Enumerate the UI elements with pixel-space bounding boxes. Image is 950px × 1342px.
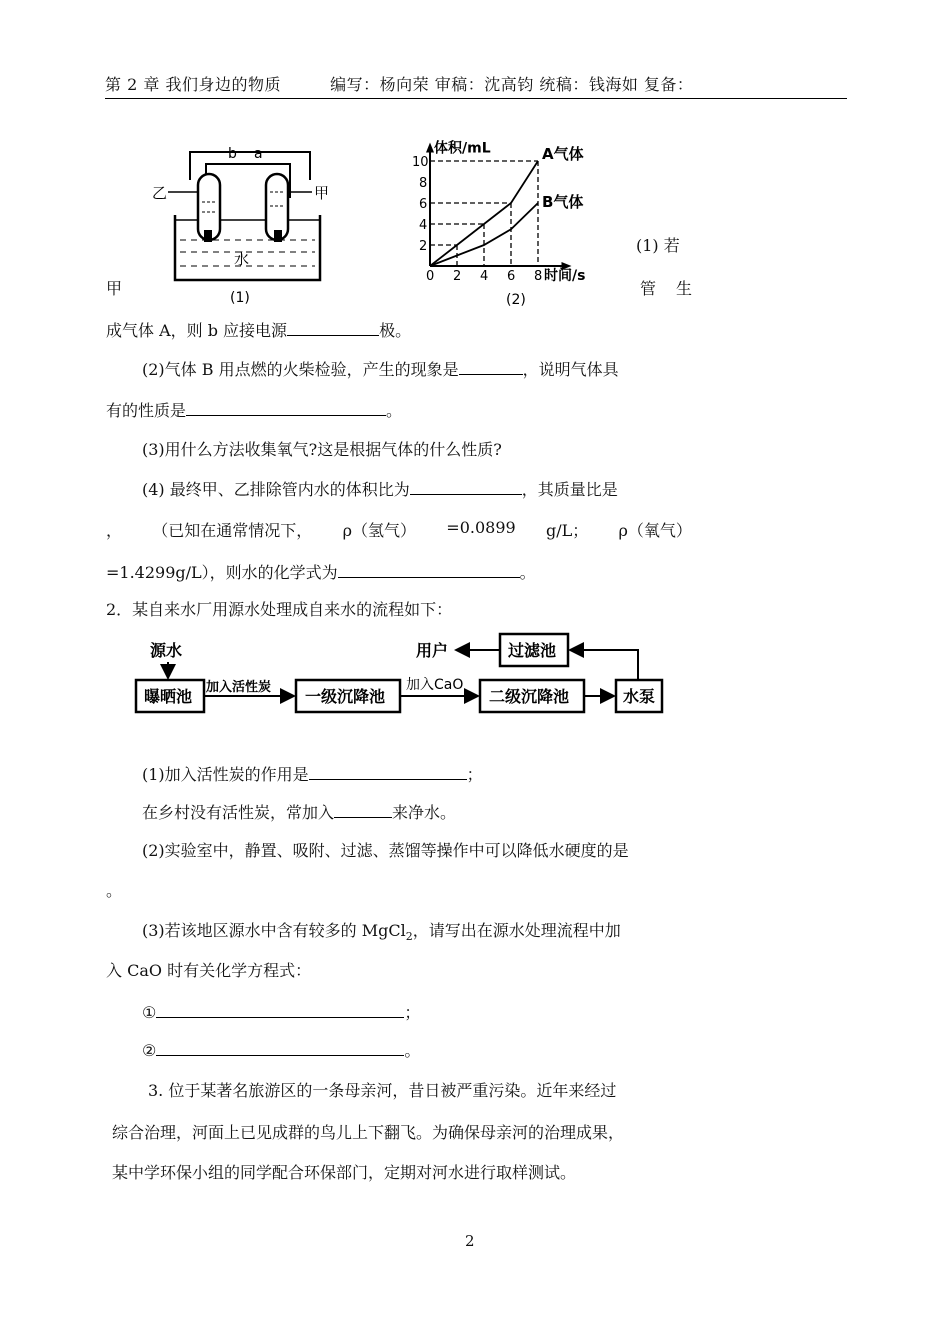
q1-p4-line3-text: =1.4299g/L），则水的化学式为 xyxy=(106,563,338,582)
q1-p4 xyxy=(142,477,618,500)
q1-p4-line2-part: g/L； xyxy=(545,521,589,540)
y-axis-label: 体积/mL xyxy=(434,140,491,157)
label-yi: 乙 xyxy=(152,184,168,202)
fig2-caption: (2) xyxy=(506,292,526,308)
y-axis-arrow xyxy=(426,143,434,153)
series-label-b: B气体 xyxy=(542,193,584,211)
answer-blank[interactable] xyxy=(156,1003,404,1018)
q1-p2-line2-text: 有的性质是 xyxy=(106,401,187,420)
q1-p1-jia: 甲 xyxy=(106,279,123,298)
answer-blank[interactable] xyxy=(309,765,467,780)
q1-p4-line3-end: 。 xyxy=(519,563,536,582)
label-water: 水 xyxy=(234,250,250,268)
q2-p1-line2 xyxy=(142,800,456,823)
q1-p4-line3 xyxy=(106,560,536,583)
q3-line3: 某中学环保小组的同学配合环保部门，定期对河水进行取样测试。 xyxy=(112,1163,577,1182)
x-axis-label: 时间/s xyxy=(544,268,586,284)
q1-p4-line2 xyxy=(106,518,692,541)
q1-p1-sheng: 生 xyxy=(676,279,693,298)
x-tick-label: 2 xyxy=(453,269,462,284)
q1-p4-line2-part: （已知在通常情况下， xyxy=(152,521,313,540)
q1-p4-line2-part: ρ（氢气） xyxy=(342,521,417,540)
q2-p3-line2: 入 CaO 时有关化学方程式： xyxy=(106,961,312,980)
q1-p2-text: (2)气体 B 用点燃的火柴检验，产生的现象是 xyxy=(142,360,459,379)
answer-blank[interactable] xyxy=(334,803,392,818)
q1-p1-line2-text: 成气体 A，则 b 应接电源 xyxy=(106,321,288,340)
flow-source: 源水 xyxy=(150,641,183,660)
q3-line2: 综合治理，河面上已见成群的鸟儿上下翻飞。为确保母亲河的治理成果， xyxy=(112,1123,625,1142)
y-tick-label: 2 xyxy=(419,239,428,254)
flow-arrow2-label: 加入CaO xyxy=(406,677,464,693)
q1-p2-text-end: ，说明气体具 xyxy=(522,360,619,379)
q1-p1-line2-end: 极。 xyxy=(379,321,412,340)
x-tick-label: 0 xyxy=(426,269,435,284)
label-a: a xyxy=(254,146,263,162)
q1-p1-guan: 管 xyxy=(640,279,657,298)
q1-p3: (3)用什么方法收集氧气?这是根据气体的什么性质? xyxy=(142,440,502,459)
answer-blank[interactable] xyxy=(156,1041,404,1056)
q1-p4-line2-part: ， xyxy=(106,521,123,540)
label-b: b xyxy=(228,146,237,162)
flow-arrow1-label: 加入活性炭 xyxy=(206,680,272,695)
q2-p1-line2-end: 来净水。 xyxy=(392,803,457,822)
x-tick-label: 8 xyxy=(534,269,543,284)
y-tick-label: 10 xyxy=(412,155,429,170)
q2-p3 xyxy=(142,918,621,943)
q2-p2-end: 。 xyxy=(106,881,123,900)
q2-p3-text: (3)若该地区源水中含有较多的 MgCl xyxy=(142,921,406,940)
y-tick-label: 8 xyxy=(419,176,428,191)
header-credits: 编写：杨向荣 审稿：沈高钧 统稿：钱海如 复备： xyxy=(330,75,694,94)
flow-box1-label: 曝晒池 xyxy=(144,687,193,706)
volume-time-chart xyxy=(410,138,635,308)
q1-p2-line2-end: 。 xyxy=(386,401,403,420)
fig1-caption: (1) xyxy=(230,290,250,306)
header-chapter: 第 2 章 我们身边的物质 xyxy=(105,75,281,94)
page-header xyxy=(105,72,847,99)
y-tick-label: 4 xyxy=(419,218,428,233)
answer-blank[interactable] xyxy=(338,563,520,578)
electrolysis-apparatus-figure xyxy=(150,140,340,310)
page-number: 2 xyxy=(465,1232,475,1250)
y-tick-label: 6 xyxy=(419,197,428,212)
flow-box4-label: 水泵 xyxy=(623,687,656,706)
q1-p2-line2 xyxy=(106,398,402,421)
flow-user: 用户 xyxy=(416,641,449,660)
q2-p3-subscript: 2 xyxy=(405,930,413,944)
flow-box2-label: 一级沉降池 xyxy=(305,687,386,706)
q1-p1-start: (1) 若 xyxy=(636,236,680,255)
q1-p2 xyxy=(142,357,619,380)
q2-p1-end: ； xyxy=(466,765,483,784)
q1-p4-text: (4) 最终甲、乙排除管内水的体积比为 xyxy=(142,480,410,499)
q2-p1-text: (1)加入活性炭的作用是 xyxy=(142,765,309,784)
x-tick-label: 6 xyxy=(507,269,516,284)
series-label-a: A气体 xyxy=(542,145,584,163)
flow-box5-label: 过滤池 xyxy=(508,641,557,660)
water-treatment-flowchart xyxy=(128,630,668,720)
q2-eq1-end: ； xyxy=(404,1003,421,1022)
q2-p1-line2-text: 在乡村没有活性炭，常加入 xyxy=(142,803,335,822)
q2-eq2-marker: ② xyxy=(142,1041,157,1060)
flow-box3-label: 二级沉降池 xyxy=(489,687,570,706)
q1-p4-line2-part: =0.0899 xyxy=(446,518,516,537)
q2-eq1-marker: ① xyxy=(142,1003,157,1022)
q1-p4-line2-part: ρ（氧气） xyxy=(618,521,692,540)
label-jia: 甲 xyxy=(314,184,330,202)
answer-blank[interactable] xyxy=(410,480,522,495)
q2-eq2 xyxy=(142,1038,420,1061)
q1-p1-line2 xyxy=(106,318,411,341)
q2-p1 xyxy=(142,762,483,785)
q3-line1: 3. 位于某著名旅游区的一条母亲河，昔日被严重污染。近年来经过 xyxy=(148,1081,617,1100)
q2-p3-text-end: ，请写出在源水处理流程中加 xyxy=(412,921,621,940)
q2-p2: (2)实验室中，静置、吸附、过滤、蒸馏等操作中可以降低水硬度的是 xyxy=(142,841,629,860)
answer-blank[interactable] xyxy=(459,360,523,375)
answer-blank[interactable] xyxy=(186,401,386,416)
q2-eq1 xyxy=(142,1000,420,1023)
q2-title: 2．某自来水厂用源水处理成自来水的流程如下： xyxy=(106,600,453,619)
answer-blank[interactable] xyxy=(287,321,379,336)
q2-eq2-end: 。 xyxy=(404,1041,421,1060)
q1-p4-text-end: ，其质量比是 xyxy=(521,480,618,499)
x-tick-label: 4 xyxy=(480,269,489,284)
